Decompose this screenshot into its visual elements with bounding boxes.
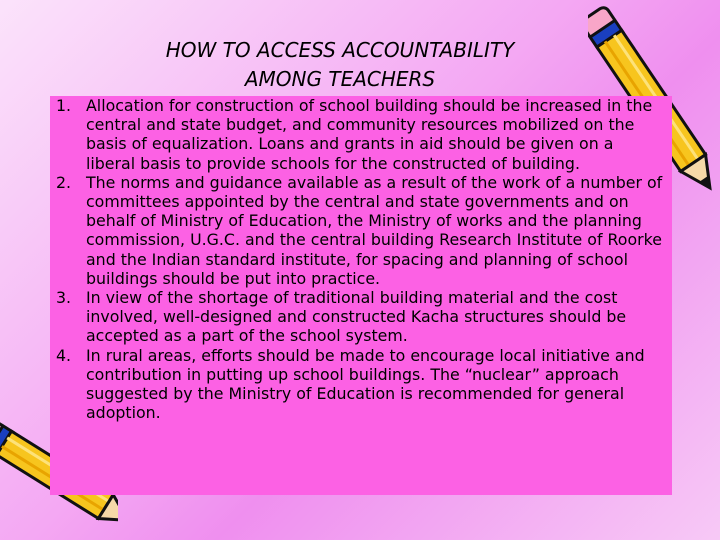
list-item-number: 3. (56, 288, 72, 308)
point-list (56, 96, 672, 422)
list-item-number: 4. (56, 345, 72, 365)
list-item (56, 288, 672, 346)
list-item (56, 173, 672, 288)
list-item-number: 1. (56, 96, 72, 115)
content-box (50, 96, 672, 495)
list-item-text: In view of the shortage of traditional building material and the cost involved, well-designed and constructed Kacha structures should be accepted as a part of the school system. (86, 288, 627, 346)
list-item-text: The norms and guidance available as a result of the work of a number of committees appointed by the central and state governments and on behalf of Ministry of Education, the Ministry of works and the planning commission, U.G.C. and the central building Research Institute of Roorke and the Indian standard institute, for spacing and planning of school buildings should be put into practice. (86, 172, 663, 288)
slide-title-line-2: AMONG TEACHERS (244, 67, 436, 91)
list-item-text: In rural areas, efforts should be made to encourage local initiative and contribution in putting up school buildings. The “nuclear” approach suggested by the Ministry of Education is recommended for general adoption. (86, 345, 645, 423)
slide-title-line-1: HOW TO ACCESS ACCOUNTABILITY (165, 38, 515, 62)
list-item (56, 346, 672, 423)
list-item (56, 96, 672, 173)
slide-title (95, 36, 585, 94)
list-item-number: 2. (56, 172, 72, 192)
list-item-text: Allocation for construction of school building should be increased in the central and state budget, and community resources mobilized on the basis of equalization. Loans and grants in aid should be given on a liberal basis to provide schools for the constructed of building. (86, 96, 653, 173)
